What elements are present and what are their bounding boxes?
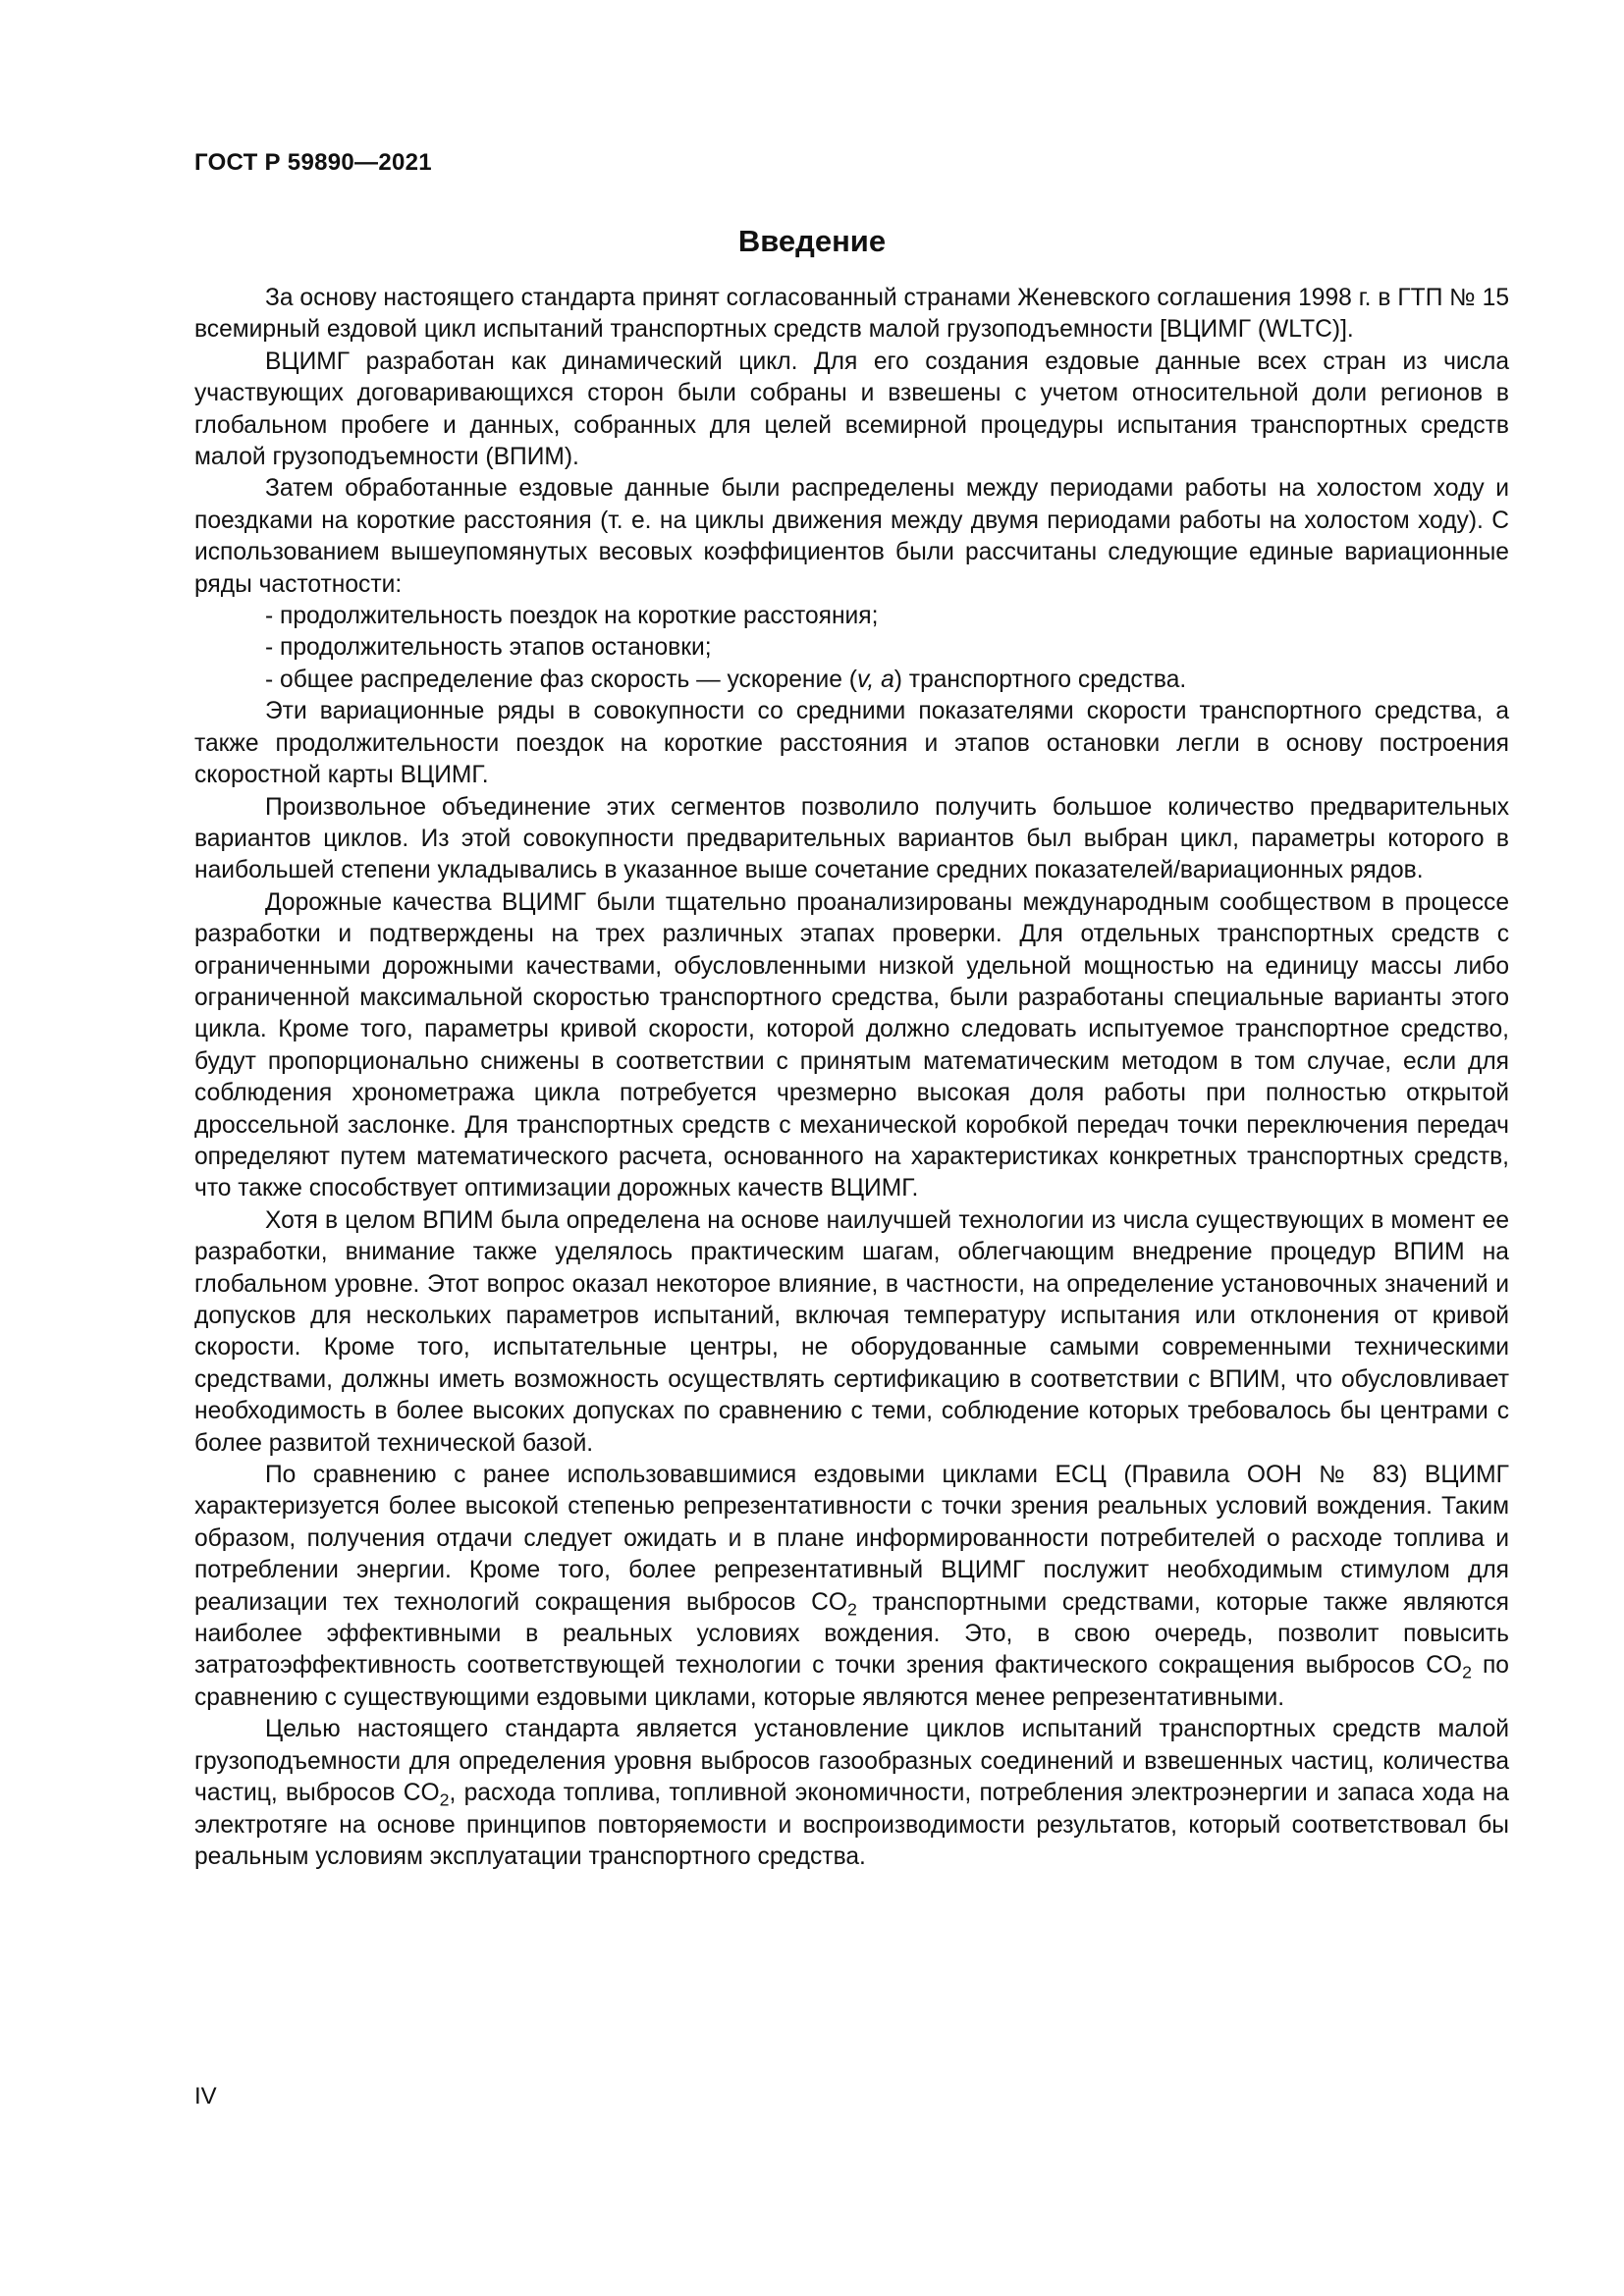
paragraph: Хотя в целом ВПИМ была определена на основе наилучшей технологии из числа существующих в момент ее разработки, внимание также уделялось практическим шагам, облегчающим внедрение процедур ВПИМ на глобальном уровне. Этот вопрос оказал некоторое влияние, в частности, на определение установочных значений и допусков для нескольких параметров испытаний, включая температуру испытания или отклонения от кривой скорости. Кроме того, испытательные центры, не оборудованные самыми современными техническими средствами, должны иметь возможность осуществлять сертификацию в соответствии с ВПИМ, что обусловливает необходимость в более высоких допусках по сравнению с теми, соблюдение которых требовалось бы центрами с более развитой технической базой. <box>194 1206 1509 1457</box>
paragraph-text: Целью настоящего стандарта является установление циклов испытаний транспортных средств малой грузоподъемности для определения уровня выбросов газообразных соединений и взвешенных частиц, количества частиц, выбросов CO <box>194 1716 1509 1807</box>
document-body <box>194 283 1509 1873</box>
list-item: - продолжительность поездок на короткие расстояния; <box>265 603 879 630</box>
list-item <box>194 665 1509 696</box>
document-header: ГОСТ Р 59890—2021 <box>194 149 432 176</box>
list-item-text: ) транспортного средства. <box>893 666 1187 693</box>
section-title: Введение <box>737 224 887 258</box>
subscript: 2 <box>439 1789 450 1810</box>
paragraph: Дорожные качества ВЦИМГ были тщательно проанализированы международным сообществом в процессе разработки и подтверждены на трех различных этапах проверки. Для отдельных транспортных средств с ограниченными дорожными качествами, обусловленными низкой удельной мощностью на единицу массы либо ограниченной максимальной скоростью транспортного средства, были разработаны специальные варианты этого цикла. Кроме того, параметры кривой скорости, которой должно следовать испытуемое транспортное средство, будут пропорционально снижены в соответствии с принятым математическим методом в том случае, если для соблюдения хронометража цикла потребуется чрезмерно высокая доля работы при полностью открытой дроссельной заслонке. Для транспортных средств с механической коробкой передач точки переключения передач определяют путем математического расчета, основанного на характеристиках конкретных транспортных средств, что также способствует оптимизации дорожных качеств ВЦИМГ. <box>194 888 1509 1202</box>
paragraph-text: , расхода топлива, топливной экономичности, потребления электроэнергии и запаса хода на электротяге на основе принципов повторяемости и воспроизводимости результатов, который соответствовал бы реальным условиям эксплуатации транспортного средства. <box>194 1780 1509 1870</box>
paragraph: За основу настоящего стандарта принят согласованный странами Женевского соглашения 1998 г. в ГТП № 15 всемирный ездовой цикл испытаний транспортных средств малой грузоподъемности [ВЦИМГ (WLTC)]. <box>194 285 1509 344</box>
paragraph-text: По сравнению с ранее использовавшимися ездовыми циклами ЕСЦ (Правила ООН № 83) ВЦИМГ характеризуется более высокой степенью репрезентативности с точки зрения реальных условий вождения. Таким образом, получения отдачи следует ожидать и в плане информированности потребителей о расходе топлива и потреблении энергии. Кроме того, более репрезентативный ВЦИМГ послужит необходимым стимулом для реализации тех технологий сокращения выбросов CO <box>194 1462 1509 1616</box>
paragraph: Эти вариационные ряды в совокупности со средними показателями скорости транспортного средства, а также продолжительности поездок на короткие расстояния и этапов остановки легли в основу построения скоростной карты ВЦИМГ. <box>194 698 1509 789</box>
subscript: 2 <box>846 1598 857 1619</box>
paragraph-text: по сравнению с существующими ездовыми циклами, которые являются менее репрезентативными. <box>194 1652 1509 1711</box>
page-number: IV <box>194 2083 217 2109</box>
paragraph <box>194 1714 1509 1873</box>
paragraph: ВЦИМГ разработан как динамический цикл. Для его создания ездовые данные всех стран из числа участвующих договаривающихся сторон были собраны и взвешены с учетом относительной доли регионов в глобальном пробеге и данных, собранных для целей всемирной процедуры испытания транспортных средств малой грузоподъемности (ВПИМ). <box>194 347 1509 471</box>
paragraph-text: транспортными средствами, которые также являются наиболее эффективными в реальных условиях вождения. Это, в свою очередь, позволит повысить затратоэффективность соответствующей технологии с точки зрения фактического сокращения выбросов CO <box>194 1588 1509 1680</box>
paragraph: Затем обработанные ездовые данные были распределены между периодами работы на холостом ходу и поездками на короткие расстояния (т. е. на циклы движения между двумя периодами работы на холостом ходу). С использованием вышеупомянутых весовых коэффициентов были рассчитаны следующие единые вариационные ряды частотности: <box>194 475 1509 598</box>
list-item-text: - общее распределение фаз скорость — ускорение ( <box>265 666 857 693</box>
variables: v, a <box>856 666 894 693</box>
paragraph: Произвольное объединение этих сегментов позволило получить большое количество предварительных вариантов циклов. Из этой совокупности предварительных вариантов был выбран цикл, параметры которого в наибольшей степени укладывались в указанное выше сочетание средних показателей/вариационных рядов. <box>194 793 1509 884</box>
paragraph <box>194 1460 1509 1714</box>
list-item: - продолжительность этапов остановки; <box>265 634 712 662</box>
subscript: 2 <box>1462 1662 1472 1682</box>
